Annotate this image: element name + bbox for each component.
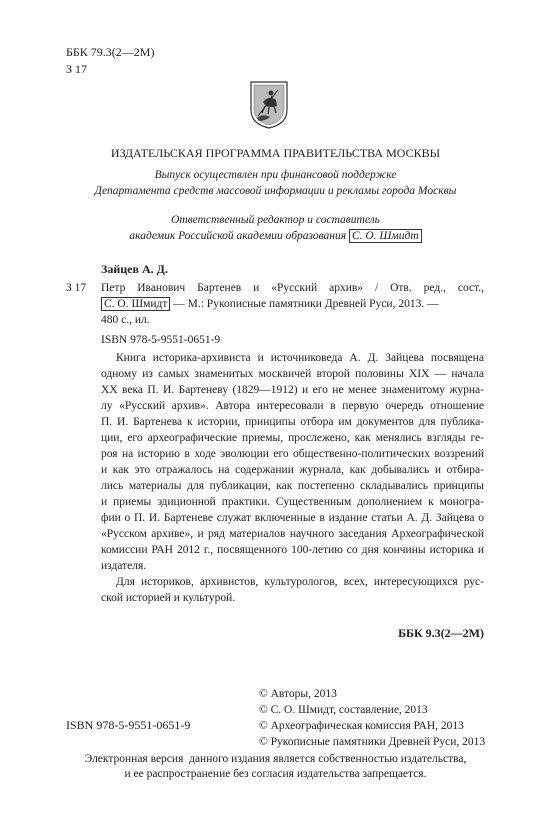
record-editor-name: С. О. Шмидт [101, 297, 170, 311]
annotation-line: Книга историка-архивиста и источниковеда А. Д. Зайцева посвящена [116, 352, 484, 364]
annotation-line: издателя. [101, 560, 147, 572]
rights-notice-line: Электронная версия данного издания является собственностью издательства, [84, 753, 467, 765]
annotation-paragraph-2 [101, 574, 484, 606]
isbn-bottom: ISBN 978-5-9551-0651-9 [66, 718, 191, 732]
editor-role: Ответственный редактор и составитель [171, 214, 380, 226]
record-publisher: — М.: Рукописные памятники Древней Руси, 2013. — [173, 298, 439, 310]
annotation-paragraph-1 [101, 350, 484, 574]
annotation [101, 350, 484, 606]
copyright-line: © Рукописные памятники Древней Руси, 2013 [259, 736, 486, 748]
support-line-2: Департамента средств массовой информации и рекламы города Москвы [94, 185, 457, 197]
rights-notice [0, 752, 551, 782]
copyright-line: © С. О. Шмидт, составление, 2013 [259, 704, 428, 716]
annotation-line: и как это отражалось на содержании журнала, как добывались и отбира- [101, 464, 484, 476]
editor-academy: академик Российской академии образования [129, 230, 347, 242]
annotation-line: и приемы эдиционной практики. Существенным дополнением к моногра- [101, 496, 484, 508]
annotation-line: лись материалы для публикации, как постепенно складывались принципы [101, 480, 484, 492]
annotation-line: «Русском архиве», и ряд материалов научного заседания Археографической [101, 528, 484, 540]
bbk-code-bottom: ББК 9.3(2—2М) [398, 626, 484, 640]
copyright-block [259, 686, 485, 750]
program-title: ИЗДАТЕЛЬСКАЯ ПРОГРАММА ПРАВИТЕЛЬСТВА МОСКВЫ [110, 146, 441, 160]
annotation-line: комиссии РАН 2012 г., посвященного 100-летию со дня кончины историка и [101, 544, 484, 556]
record-pages: 480 с., ил. [101, 314, 150, 326]
editor-name: С. О. Шмидт [349, 229, 422, 243]
annotation-line: роя на историю в ходе эволюции его общественно-политических воззрений [101, 448, 484, 460]
moscow-coat-of-arms-icon [249, 80, 289, 130]
record-title-line: Петр Иванович Бартенев и «Русский архив» / Отв. ред., сост., [101, 282, 484, 294]
author-heading: Зайцев А. Д. [101, 262, 168, 276]
record-isbn: ISBN 978-5-9551-0651-9 [101, 334, 221, 346]
copyright-line: © Археографическая комиссия РАН, 2013 [259, 720, 464, 732]
annotation-line: ции, его археографические приемы, прослежено, как менялись взгляды ге- [101, 432, 484, 444]
record-line-2 [101, 296, 484, 312]
annotation-line: ской историей и культурой. [101, 592, 236, 604]
support-line-1: Выпуск осуществлен при финансовой поддержке [154, 169, 397, 181]
annotation-line: лу «Русский архив». Автора интересовали в первую очередь отношение [101, 400, 484, 412]
rights-notice-line: и ее распространение без согласия издательства запрещается. [124, 768, 427, 780]
record-description [101, 280, 484, 348]
annotation-line: фии о П. И. Бартеневе служат включенные в издание статьи А. Д. Зайцева о [101, 512, 484, 524]
annotation-line: одному из самых знаменитых москвичей второй половины XIX — начала [101, 368, 484, 380]
annotation-line: XX века П. И. Бартеневу (1829—1912) и его не менее знаменитому журна- [101, 384, 484, 396]
annotation-line: П. И. Бартенева к истории, принципы отбора им документов для публика- [101, 416, 484, 428]
record-code: З 17 [66, 282, 87, 294]
editor-title-line [0, 229, 551, 244]
copyright-line: © Авторы, 2013 [259, 688, 337, 700]
library-code-top: З 17 [66, 62, 88, 76]
annotation-line: Для историков, архивистов, культурологов, всех, интересующихся рус- [116, 576, 484, 588]
bbk-code-top: ББК 79.3(2—2М) [66, 45, 155, 59]
